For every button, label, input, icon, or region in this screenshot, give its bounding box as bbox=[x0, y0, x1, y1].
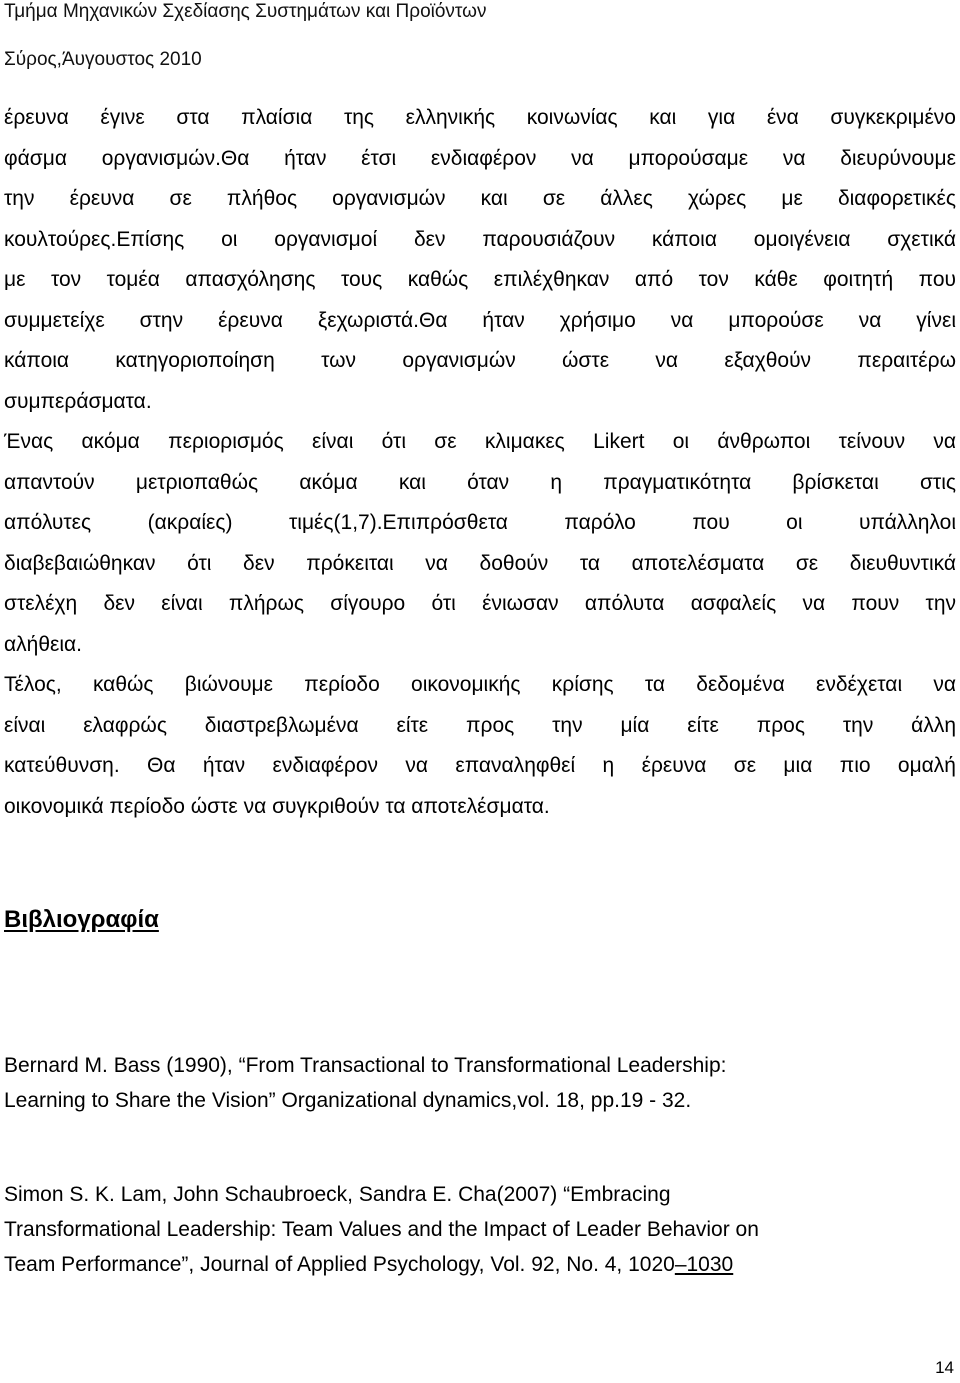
body-line: απόλυτες (ακραίες) τιμές(1,7).Επιπρόσθετα παρόλο που οι υπάλληλοι bbox=[4, 511, 956, 534]
reference-line: Bernard M. Bass (1990), “From Transactional to Transformational Leadership: bbox=[4, 1054, 727, 1077]
body-line: κουλτούρες.Επίσης οι οργανισμοί δεν παρουσιάζουν κάποια ομοιγένεια σχετικά bbox=[4, 227, 956, 251]
body-line: Τέλος, καθώς βιώνουμε περίοδο οικονομικής κρίσης τα δεδομένα ενδέχεται να bbox=[4, 673, 956, 696]
body-line: συμπεράσματα. bbox=[4, 389, 152, 413]
reference-line bbox=[4, 1247, 956, 1282]
bibliography-heading: Βιβλιογραφία bbox=[4, 906, 159, 933]
body-line: φάσμα οργανισμών.Θα ήταν έτσι ενδιαφέρον να μπορούσαμε να διευρύνουμε bbox=[4, 146, 956, 170]
body-line: είναι ελαφρώς διαστρεβλωμένα είτε προς την μία είτε προς την άλλη bbox=[4, 713, 956, 737]
body-line: Ένας ακόμα περιορισμός είναι ότι σε κλιμακες Likert οι άνθρωποι τείνουν να bbox=[4, 430, 956, 453]
reference-line: Simon S. K. Lam, John Schaubroeck, Sandra E. Cha(2007) “Embracing bbox=[4, 1183, 671, 1206]
body-line: διαβεβαιώθηκαν ότι δεν πρόκειται να δοθούν τα αποτελέσματα σε διευθυντικά bbox=[4, 551, 956, 575]
body-line: συμμετείχε στην έρευνα ξεχωριστά.Θα ήταν χρήσιμο να μπορούσε να γίνει bbox=[4, 308, 956, 332]
body-line: την έρευνα σε πλήθος οργανισμών και σε άλλες χώρες με διαφορετικές bbox=[4, 187, 956, 210]
body-paragraphs bbox=[4, 98, 956, 827]
reference-line: Learning to Share the Vision” Organizational dynamics,vol. 18, pp.19 - 32. bbox=[4, 1089, 692, 1112]
body-line: στελέχη δεν είναι πλήρως σίγουρο ότι ένιωσαν απόλυτα ασφαλείς να πουν την bbox=[4, 592, 956, 615]
body-line: με τον τομέα απασχόλησης τους καθώς επιλέχθηκαν από τον κάθε φοιτητή που bbox=[4, 268, 956, 291]
body-line: κάποια κατηγοριοποίηση των οργανισμών ώστε να εξαχθούν περαιτέρω bbox=[4, 349, 956, 372]
reference-line: Transformational Leadership: Team Values and the Impact of Leader Behavior on bbox=[4, 1218, 759, 1241]
reference-item bbox=[4, 1177, 956, 1282]
reference-underlined-text: –1030 bbox=[674, 1253, 734, 1276]
reference-text: Team Performance”, Journal of Applied Psychology, Vol. 92, No. 4, 1020 bbox=[4, 1253, 675, 1276]
body-line: έρευνα έγινε στα πλαίσια της ελληνικής κοινωνίας και για ένα συγκεκριμένο bbox=[4, 106, 956, 129]
header-place-date: Σύρος,Άυγουστος 2010 bbox=[4, 49, 202, 70]
body-line: οικονομικά περίοδο ώστε να συγκριθούν τα αποτελέσματα. bbox=[4, 794, 550, 818]
body-line: απαντούν μετριοπαθώς ακόμα και όταν η πραγματικότητα βρίσκεται στις bbox=[4, 470, 956, 494]
body-line: κατεύθυνση. Θα ήταν ενδιαφέρον να επαναληφθεί η έρευνα σε μια πιο ομαλή bbox=[4, 754, 956, 777]
page-number: 14 bbox=[935, 1358, 954, 1377]
reference-item bbox=[4, 1048, 956, 1118]
header-department: Τμήμα Μηχανικών Σχεδίασης Συστημάτων και Προϊόντων bbox=[4, 1, 487, 22]
body-line: αλήθεια. bbox=[4, 632, 83, 656]
